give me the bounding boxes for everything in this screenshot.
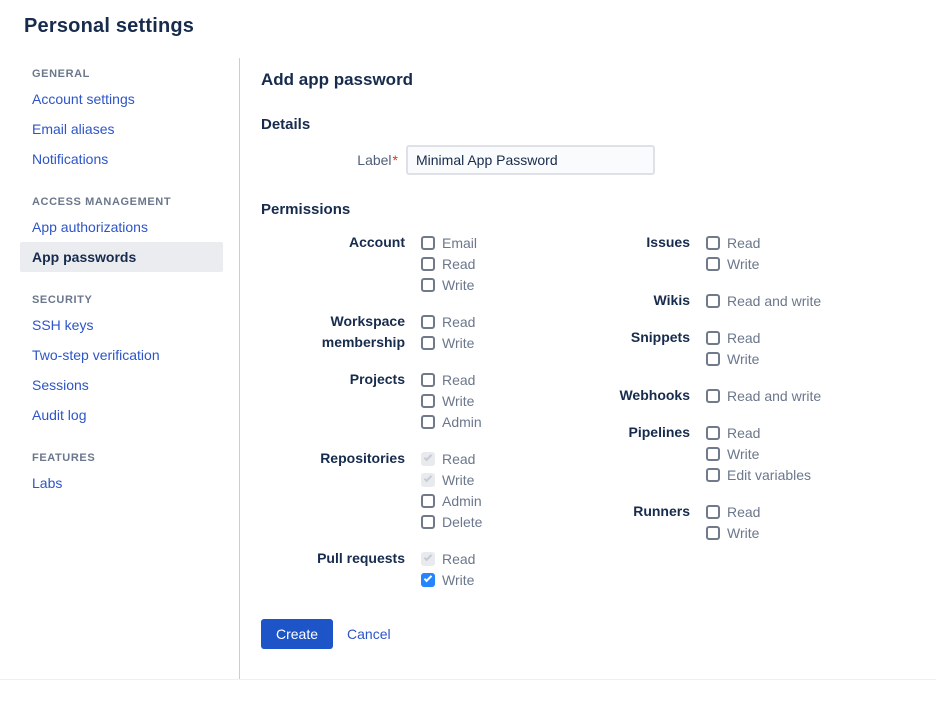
perm-options-workspace-membership [421,311,475,353]
perm-option-label-snippets-read: Read [727,329,761,346]
perm-option-repositories-read [421,448,482,469]
projects-admin-checkbox[interactable] [421,415,435,429]
account-read-checkbox[interactable] [421,257,435,271]
pull-requests-write-checkbox[interactable] [421,573,435,587]
label-field-row [261,145,936,175]
perm-option-label-repositories-read: Read [442,450,476,467]
perm-option-runners-read [706,501,760,522]
perm-option-issues-write [706,253,760,274]
perm-option-label-runners-write: Write [727,524,760,541]
runners-write-checkbox[interactable] [706,526,720,540]
sidebar-heading-access-management: ACCESS MANAGEMENT [32,196,172,208]
perm-group-runners [560,501,936,543]
perm-group-issues [560,232,936,274]
required-asterisk: * [392,152,398,168]
webhooks-read-and-write-checkbox[interactable] [706,389,720,403]
projects-read-checkbox[interactable] [421,373,435,387]
perm-option-webhooks-read-and-write [706,385,821,406]
perm-option-repositories-admin [421,490,482,511]
perm-option-label-account-email: Email [442,234,478,251]
perm-group-label-pull-requests: Pull requests [317,550,405,566]
perm-option-label-workspace-membership-read: Read [442,313,476,330]
perm-option-issues-read [706,232,760,253]
perm-option-label-pipelines-write: Write [727,445,760,462]
sidebar-heading-security: SECURITY [32,294,93,306]
perm-option-pipelines-edit-variables [706,464,811,485]
perm-option-runners-write [706,522,760,543]
cancel-link[interactable]: Cancel [347,626,391,642]
perm-options-account [421,232,477,295]
runners-read-checkbox[interactable] [706,505,720,519]
perm-option-label-repositories-delete: Delete [442,513,483,530]
perm-group-label-pipelines: Pipelines [628,424,690,440]
perm-option-label-repositories-admin: Admin [442,492,482,509]
repositories-read-checkbox [421,452,435,466]
repositories-write-checkbox [421,473,435,487]
permissions-heading: Permissions [261,201,351,218]
sidebar-heading-general: GENERAL [32,68,90,80]
perm-options-projects [421,369,482,432]
sidebar-item-notifications[interactable]: Notifications [32,151,109,167]
personal-settings-page [0,15,936,701]
perm-option-label-projects-read: Read [442,371,476,388]
permissions-grid [261,232,936,590]
perm-group-workspace-membership [261,311,560,353]
perm-option-repositories-write [421,469,482,490]
issues-read-checkbox[interactable] [706,236,720,250]
pipelines-edit-variables-checkbox[interactable] [706,468,720,482]
projects-write-checkbox[interactable] [421,394,435,408]
sidebar-item-ssh-keys[interactable]: SSH keys [32,317,94,333]
perm-option-wikis-read-and-write [706,290,821,311]
perm-option-account-write [421,274,477,295]
perm-group-label-webhooks: Webhooks [619,387,690,403]
sidebar-item-two-step-verification[interactable]: Two-step verification [32,347,160,363]
sidebar-item-labs[interactable]: Labs [32,475,63,491]
permissions-column-left [261,232,560,590]
pull-requests-read-checkbox [421,552,435,566]
perm-option-label-repositories-write: Write [442,471,475,488]
perm-option-repositories-delete [421,511,482,532]
perm-group-repositories [261,448,560,532]
repositories-delete-checkbox[interactable] [421,515,435,529]
issues-write-checkbox[interactable] [706,257,720,271]
perm-group-label-snippets: Snippets [630,329,690,345]
perm-options-pipelines [706,422,811,485]
perm-option-label-issues-read: Read [727,234,761,251]
details-heading: Details [261,116,311,133]
perm-option-workspace-membership-read [421,311,475,332]
checkmark-icon [424,574,432,582]
sidebar-item-app-authorizations[interactable]: App authorizations [32,219,148,235]
perm-option-snippets-write [706,348,760,369]
pipelines-write-checkbox[interactable] [706,447,720,461]
perm-options-wikis [706,290,821,311]
wikis-read-and-write-checkbox[interactable] [706,294,720,308]
perm-option-label-pipelines-edit-variables: Edit variables [727,466,812,483]
workspace-membership-read-checkbox[interactable] [421,315,435,329]
account-email-checkbox[interactable] [421,236,435,250]
label-input[interactable] [406,145,655,175]
workspace-membership-write-checkbox[interactable] [421,336,435,350]
perm-group-label-workspace-membership: Workspace membership [321,313,405,350]
perm-option-label-wikis-read-and-write: Read and write [727,292,822,309]
perm-group-label-repositories: Repositories [320,450,405,466]
account-write-checkbox[interactable] [421,278,435,292]
perm-group-snippets [560,327,936,369]
pipelines-read-checkbox[interactable] [706,426,720,440]
label-field-label [261,152,398,168]
page-title: Personal settings [24,15,195,37]
perm-option-label-pipelines-read: Read [727,424,761,441]
perm-option-pipelines-read [706,422,811,443]
perm-option-workspace-membership-write [421,332,475,353]
content-area [0,58,936,680]
perm-options-repositories [421,448,482,532]
perm-option-account-email [421,232,477,253]
checkmark-icon [424,553,432,561]
perm-options-pull-requests [421,548,475,590]
repositories-admin-checkbox[interactable] [421,494,435,508]
perm-option-label-webhooks-read-and-write: Read and write [727,387,822,404]
sidebar-item-sessions[interactable]: Sessions [32,377,89,393]
perm-group-account [261,232,560,295]
perm-option-label-projects-admin: Admin [442,413,482,430]
perm-option-pull-requests-write [421,569,475,590]
perm-group-pull-requests [261,548,560,590]
perm-options-snippets [706,327,760,369]
sidebar-item-account-settings[interactable]: Account settings [32,91,135,107]
main-panel [240,58,936,679]
perm-option-label-account-read: Read [442,255,476,272]
perm-option-label-account-write: Write [442,276,475,293]
perm-options-issues [706,232,760,274]
checkmark-icon [424,453,432,461]
perm-option-projects-read [421,369,482,390]
perm-options-webhooks [706,385,821,406]
form-title: Add app password [261,70,414,89]
perm-option-label-runners-read: Read [727,503,761,520]
perm-option-label-pull-requests-write: Write [442,571,475,588]
form-actions [261,619,936,649]
perm-group-wikis [560,290,936,311]
perm-option-label-workspace-membership-write: Write [442,334,475,351]
perm-group-webhooks [560,385,936,406]
perm-group-label-wikis: Wikis [653,292,690,308]
perm-group-projects [261,369,560,432]
perm-option-label-pull-requests-read: Read [442,550,476,567]
perm-group-label-runners: Runners [633,503,690,519]
create-button[interactable]: Create [261,619,333,649]
checkmark-icon [424,474,432,482]
sidebar-heading-features: FEATURES [32,452,96,464]
sidebar-item-email-aliases[interactable]: Email aliases [32,121,115,137]
perm-options-runners [706,501,760,543]
sidebar-item-audit-log[interactable]: Audit log [32,407,87,423]
perm-option-projects-write [421,390,482,411]
perm-option-account-read [421,253,477,274]
perm-group-pipelines [560,422,936,485]
perm-option-label-issues-write: Write [727,255,760,272]
snippets-read-checkbox[interactable] [706,331,720,345]
perm-option-pull-requests-read [421,548,475,569]
perm-group-label-account: Account [349,234,405,250]
permissions-column-right [560,232,936,590]
perm-option-pipelines-write [706,443,811,464]
perm-option-label-snippets-write: Write [727,350,760,367]
perm-group-label-issues: Issues [646,234,690,250]
snippets-write-checkbox[interactable] [706,352,720,366]
perm-option-label-projects-write: Write [442,392,475,409]
perm-option-snippets-read [706,327,760,348]
perm-option-projects-admin [421,411,482,432]
label-field-label-text: Label [357,152,392,168]
settings-sidebar [0,58,240,679]
sidebar-item-app-passwords[interactable]: App passwords [20,242,223,272]
perm-group-label-projects: Projects [349,371,405,387]
